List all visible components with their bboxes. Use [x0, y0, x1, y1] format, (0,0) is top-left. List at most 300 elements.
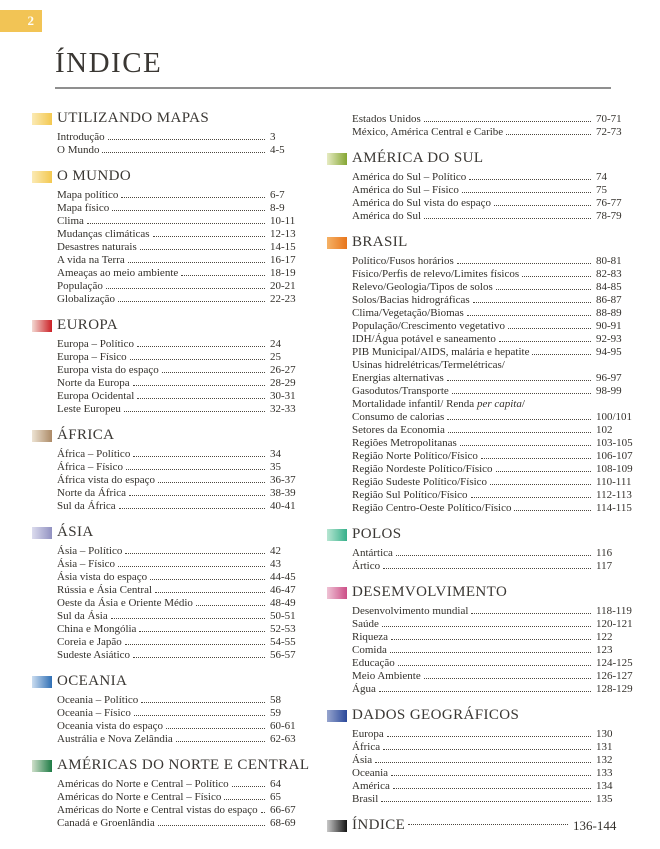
- toc-entry: [32, 545, 322, 558]
- toc-entry: [327, 437, 648, 450]
- section-items: [32, 545, 322, 662]
- entry-page-number: 120-121: [596, 618, 633, 630]
- section-color-swatch: [32, 430, 52, 442]
- entry-label: América: [352, 780, 390, 792]
- entry-page-number: 60-61: [270, 720, 296, 732]
- entry-page-number: 131: [596, 741, 613, 753]
- entry-label: Região Nordeste Político/Físico: [352, 463, 493, 475]
- leader-dots: [125, 553, 265, 554]
- leader-dots: [452, 393, 591, 394]
- toc-entry: [327, 670, 648, 683]
- toc-entry: [327, 372, 648, 385]
- section-items: [327, 605, 648, 696]
- leader-dots: [532, 354, 591, 355]
- entry-label: Austrália e Nova Zelândia: [57, 733, 173, 745]
- entry-label: Américas do Norte e Central vistas do espaço: [57, 804, 258, 816]
- entry-page-number: 70-71: [596, 113, 622, 125]
- entry-label: Usinas hidrelétricas/Termelétricas/: [352, 359, 505, 371]
- entry-label: Ártico: [352, 560, 381, 572]
- entry-page-number: 35: [270, 461, 281, 473]
- entry-page-number: 114-115: [596, 502, 632, 514]
- section-page-number: 136-144: [573, 817, 617, 833]
- entry-label: Gasodutos/Transporte: [352, 385, 449, 397]
- toc-entry: [327, 644, 648, 657]
- section-header: [32, 427, 322, 444]
- leader-dots: [424, 121, 591, 122]
- entry-page-number: 36-37: [270, 474, 296, 486]
- entry-label: Relevo/Geologia/Tipos de solos: [352, 281, 493, 293]
- toc-entry: [327, 767, 648, 780]
- toc-entry: [32, 267, 322, 280]
- entry-page-number: 103-105: [596, 437, 633, 449]
- leader-dots: [128, 262, 265, 263]
- entry-page-number: 59: [270, 707, 281, 719]
- toc-entry: [327, 631, 648, 644]
- leader-dots: [108, 139, 265, 140]
- toc-section: [327, 150, 648, 223]
- toc-entry: [32, 487, 322, 500]
- entry-page-number: 134: [596, 780, 613, 792]
- entry-page-number: 16-17: [270, 254, 296, 266]
- entry-page-number: 30-31: [270, 390, 296, 402]
- toc-entry: [327, 502, 648, 515]
- entry-label: Ásia vista do espaço: [57, 571, 148, 583]
- toc-entry: [327, 411, 648, 424]
- entry-page-number: 48-49: [270, 597, 296, 609]
- entry-page-number: 75: [596, 184, 607, 196]
- entry-label: Mortalidade infantil/ Renda per capita/: [352, 398, 525, 410]
- entry-page-number: 124-125: [596, 657, 633, 669]
- leader-dots: [124, 411, 265, 412]
- entry-label: Rússia e Ásia Central: [57, 584, 153, 596]
- section-heading: UTILIZANDO MAPAS: [57, 110, 210, 126]
- leader-dots: [158, 482, 265, 483]
- entry-page-number: 24: [270, 338, 281, 350]
- section-items: [32, 448, 322, 513]
- entry-label: Oceania – Físico: [57, 707, 131, 719]
- entry-label: Europa – Político: [57, 338, 134, 350]
- section-items: [32, 694, 322, 746]
- entry-label: Oceania vista do espaço: [57, 720, 163, 732]
- toc-entry: [327, 320, 648, 333]
- entry-label: Sul da Ásia: [57, 610, 108, 622]
- toc-entry: [32, 293, 322, 306]
- entry-label: Leste Europeu: [57, 403, 121, 415]
- entry-page-number: 46-47: [270, 584, 296, 596]
- leader-dots: [496, 471, 591, 472]
- entry-page-number: 132: [596, 754, 613, 766]
- entry-label: Consumo de calorias: [352, 411, 445, 423]
- section-header: [32, 757, 322, 774]
- entry-page-number: 116: [596, 547, 613, 559]
- entry-label: IDH/Água potável e saneamento: [352, 333, 496, 345]
- leader-dots: [176, 741, 265, 742]
- section-items: [327, 728, 648, 806]
- toc-section: [32, 427, 322, 513]
- toc-entry: [32, 461, 322, 474]
- entry-page-number: 110-111: [596, 476, 632, 488]
- entry-label: Norte da África: [57, 487, 127, 499]
- entry-label: A vida na Terra: [57, 254, 125, 266]
- entry-page-number: 118-119: [596, 605, 632, 617]
- leader-dots: [126, 469, 265, 470]
- leader-dots: [398, 665, 591, 666]
- section-color-swatch: [327, 820, 347, 832]
- toc-entry: [327, 398, 648, 411]
- entry-page-number: 88-89: [596, 307, 622, 319]
- leader-dots: [514, 510, 591, 511]
- leader-dots: [134, 715, 265, 716]
- toc-section: [32, 110, 322, 157]
- leader-dots: [118, 566, 265, 567]
- leader-dots: [506, 134, 591, 135]
- entry-label: Américas do Norte e Central – Político: [57, 778, 229, 790]
- title-rule: [55, 87, 611, 89]
- entry-label: Mudanças climáticas: [57, 228, 150, 240]
- entry-label: Regiões Metropolitanas: [352, 437, 457, 449]
- leader-dots: [448, 432, 591, 433]
- section-heading: DESEMVOLVIMENTO: [352, 584, 508, 600]
- entry-page-number: 90-91: [596, 320, 622, 332]
- toc-entry: [32, 707, 322, 720]
- section-header: [327, 817, 648, 834]
- toc-entry: [327, 793, 648, 806]
- leader-dots: [121, 197, 265, 198]
- toc-entry: [32, 351, 322, 364]
- section-color-swatch: [327, 237, 347, 249]
- entry-label: Solos/Bacias hidrográficas: [352, 294, 470, 306]
- section-heading: O MUNDO: [57, 168, 132, 184]
- toc-entry: [32, 610, 322, 623]
- entry-page-number: 100/101: [596, 411, 633, 423]
- entry-label: América do Sul: [352, 210, 422, 222]
- entry-page-number: 50-51: [270, 610, 296, 622]
- entry-label: Europa Ocidental: [57, 390, 135, 402]
- toc-section: [32, 673, 322, 746]
- entry-page-number: 122: [596, 631, 613, 643]
- toc-entry: [327, 210, 648, 223]
- entry-label: Oceania – Político: [57, 694, 139, 706]
- leader-dots: [408, 824, 568, 825]
- section-heading: OCEANIA: [57, 673, 128, 689]
- toc-entry: [32, 694, 322, 707]
- entry-label-italic: per capita: [476, 398, 522, 410]
- entry-label: Físico/Perfis de relevo/Limites físicos: [352, 268, 520, 280]
- entry-page-number: 86-87: [596, 294, 622, 306]
- entry-page-number: 117: [596, 560, 613, 572]
- leader-dots: [490, 484, 591, 485]
- toc-entry: [32, 500, 322, 513]
- entry-page-number: 14-15: [270, 241, 296, 253]
- entry-label: PIB Municipal/AIDS, malária e hepatite: [352, 346, 530, 358]
- leader-dots: [155, 592, 265, 593]
- toc-entry: [32, 649, 322, 662]
- entry-label: Mapa político: [57, 189, 119, 201]
- toc-entry: [32, 474, 322, 487]
- leader-dots: [224, 799, 265, 800]
- leader-dots: [133, 657, 265, 658]
- entry-label: Riqueza: [352, 631, 389, 643]
- toc-entry: [32, 791, 322, 804]
- entry-label: Clima/Vegetação/Biomas: [352, 307, 464, 319]
- entry-label: Canadá e Groenlândia: [57, 817, 155, 829]
- toc-entry: [32, 364, 322, 377]
- leader-dots: [130, 359, 265, 360]
- toc-entry: [32, 448, 322, 461]
- leader-dots: [447, 380, 591, 381]
- section-heading: ÁSIA: [57, 524, 94, 540]
- toc-entry: [327, 741, 648, 754]
- toc-section: [327, 584, 648, 696]
- leader-dots: [119, 508, 265, 509]
- entry-page-number: 96-97: [596, 372, 622, 384]
- toc-entry: [327, 281, 648, 294]
- section-header: [32, 110, 322, 127]
- entry-page-number: 102: [596, 424, 613, 436]
- entry-page-number: 108-109: [596, 463, 633, 475]
- entry-label: África vista do espaço: [57, 474, 156, 486]
- leader-dots: [153, 236, 265, 237]
- toc-entry: [32, 241, 322, 254]
- leader-dots: [390, 652, 591, 653]
- entry-label: Ameaças ao meio ambiente: [57, 267, 179, 279]
- toc-entry: [327, 657, 648, 670]
- leader-dots: [424, 218, 591, 219]
- leader-dots: [150, 579, 265, 580]
- entry-label: Oeste da Ásia e Oriente Médio: [57, 597, 193, 609]
- entry-page-number: 106-107: [596, 450, 633, 462]
- toc-entry: [327, 126, 648, 139]
- section-color-swatch: [32, 320, 52, 332]
- toc-entry: [32, 636, 322, 649]
- entry-page-number: 126-127: [596, 670, 633, 682]
- entry-page-number: 20-21: [270, 280, 296, 292]
- section-items: [32, 131, 322, 157]
- leader-dots: [111, 618, 265, 619]
- entry-label: Político/Fusos horários: [352, 255, 454, 267]
- leader-dots: [391, 639, 591, 640]
- section-color-swatch: [327, 710, 347, 722]
- entry-page-number: 80-81: [596, 255, 622, 267]
- leader-dots: [158, 825, 265, 826]
- leader-dots: [118, 301, 265, 302]
- entry-label: Educação: [352, 657, 395, 669]
- section-heading: ÁFRICA: [57, 427, 115, 443]
- entry-label: Ásia – Político: [57, 545, 123, 557]
- section-color-swatch: [32, 760, 52, 772]
- section-heading: BRASIL: [352, 234, 408, 250]
- page-title: ÍNDICE: [55, 47, 163, 79]
- entry-page-number: 68-69: [270, 817, 296, 829]
- toc-section: [327, 234, 648, 515]
- entry-label: China e Mongólia: [57, 623, 137, 635]
- section-heading: POLOS: [352, 526, 402, 542]
- entry-page-number: 133: [596, 767, 613, 779]
- section-header: [327, 584, 648, 601]
- toc-entry: [32, 377, 322, 390]
- entry-page-number: 25: [270, 351, 281, 363]
- toc-entry: [327, 476, 648, 489]
- toc-entry: [32, 778, 322, 791]
- leader-dots: [112, 210, 265, 211]
- entry-page-number: 34: [270, 448, 281, 460]
- leader-dots: [496, 289, 591, 290]
- entry-label: Estados Unidos: [352, 113, 421, 125]
- entry-page-number: 38-39: [270, 487, 296, 499]
- toc-entry: [327, 450, 648, 463]
- leader-dots: [196, 605, 265, 606]
- toc-entry: [327, 385, 648, 398]
- leader-dots: [522, 276, 591, 277]
- leader-dots: [162, 372, 265, 373]
- leader-dots: [473, 302, 591, 303]
- entry-page-number: 123: [596, 644, 613, 656]
- leader-dots: [396, 555, 591, 556]
- entry-page-number: 135: [596, 793, 613, 805]
- leader-dots: [379, 691, 591, 692]
- leader-dots: [383, 568, 591, 569]
- toc-entry: [32, 202, 322, 215]
- leader-dots: [382, 626, 591, 627]
- entry-page-number: 12-13: [270, 228, 296, 240]
- leader-dots: [166, 728, 265, 729]
- entry-page-number: 65: [270, 791, 281, 803]
- entry-page-number: 98-99: [596, 385, 622, 397]
- entry-label: Ásia: [352, 754, 373, 766]
- entry-label: Água: [352, 683, 376, 695]
- entry-page-number: 112-113: [596, 489, 632, 501]
- entry-label: Comida: [352, 644, 387, 656]
- entry-label: Europa: [352, 728, 384, 740]
- leader-dots: [87, 223, 265, 224]
- leader-dots: [181, 275, 265, 276]
- leader-dots: [261, 812, 265, 813]
- section-items: [327, 255, 648, 515]
- entry-page-number: 58: [270, 694, 281, 706]
- section-items: [327, 113, 648, 139]
- leader-dots: [462, 192, 591, 193]
- entry-label: Desastres naturais: [57, 241, 137, 253]
- entry-label: Ásia – Físico: [57, 558, 116, 570]
- entry-label: Sul da África: [57, 500, 116, 512]
- toc-entry: [32, 584, 322, 597]
- entry-label: Setores da Economia: [352, 424, 445, 436]
- toc-entry: [327, 754, 648, 767]
- leader-dots: [125, 644, 265, 645]
- toc-entry: [327, 780, 648, 793]
- toc-entry: [327, 683, 648, 696]
- toc-entry: [327, 333, 648, 346]
- entry-label: América do Sul vista do espaço: [352, 197, 491, 209]
- toc-entry: [32, 228, 322, 241]
- section-heading: AMÉRICAS DO NORTE E CENTRAL: [57, 757, 310, 773]
- toc-entry: [327, 113, 648, 126]
- entry-page-number: 18-19: [270, 267, 296, 279]
- entry-page-number: 94-95: [596, 346, 622, 358]
- toc-entry: [327, 547, 648, 560]
- toc-entry: [32, 403, 322, 416]
- entry-label: América do Sul – Político: [352, 171, 467, 183]
- toc-entry: [327, 197, 648, 210]
- leader-dots: [140, 249, 265, 250]
- toc-section: [32, 757, 322, 830]
- toc-column-right: [327, 99, 648, 838]
- entry-page-number: 28-29: [270, 377, 296, 389]
- toc-entry: [327, 560, 648, 573]
- leader-dots: [460, 445, 591, 446]
- toc-entry: [327, 424, 648, 437]
- entry-page-number: 3: [270, 131, 276, 143]
- entry-label: Europa vista do espaço: [57, 364, 159, 376]
- entry-page-number: 42: [270, 545, 281, 557]
- section-items: [32, 338, 322, 416]
- leader-dots: [494, 205, 591, 206]
- section-items: [327, 547, 648, 573]
- toc-section: [327, 707, 648, 806]
- entry-page-number: 64: [270, 778, 281, 790]
- entry-label: Brasil: [352, 793, 379, 805]
- entry-label: Oceania: [352, 767, 389, 779]
- leader-dots: [469, 179, 591, 180]
- entry-page-number: 128-129: [596, 683, 633, 695]
- toc-entry: [32, 338, 322, 351]
- entry-page-number: 10-11: [270, 215, 296, 227]
- toc-entry: [327, 463, 648, 476]
- leader-dots: [499, 341, 591, 342]
- page-number-badge: 2: [0, 10, 42, 32]
- toc-entry: [32, 597, 322, 610]
- entry-label: América do Sul – Físico: [352, 184, 459, 196]
- leader-dots: [141, 702, 265, 703]
- toc-entry: [32, 254, 322, 267]
- leader-dots: [137, 398, 265, 399]
- entry-page-number: 8-9: [270, 202, 285, 214]
- entry-label: Globalização: [57, 293, 116, 305]
- section-heading: ÍNDICE: [352, 817, 406, 833]
- section-color-swatch: [32, 113, 52, 125]
- entry-label: Clima: [57, 215, 84, 227]
- entry-label: Introdução: [57, 131, 105, 143]
- section-heading: AMÉRICA DO SUL: [352, 150, 484, 166]
- toc-entry: [327, 359, 648, 372]
- entry-label: Meio Ambiente: [352, 670, 421, 682]
- entry-page-number: 44-45: [270, 571, 296, 583]
- toc-entry: [327, 346, 648, 359]
- section-items: [327, 171, 648, 223]
- toc-entry: [32, 144, 322, 157]
- entry-page-number: 56-57: [270, 649, 296, 661]
- leader-dots: [383, 749, 591, 750]
- leader-dots: [457, 263, 591, 264]
- entry-page-number: 26-27: [270, 364, 296, 376]
- toc-entry: [32, 189, 322, 202]
- entry-label: Antártica: [352, 547, 393, 559]
- toc-column-left: [32, 99, 322, 830]
- entry-label: Norte da Europa: [57, 377, 130, 389]
- entry-label: México, América Central e Caribe: [352, 126, 504, 138]
- entry-page-number: 74: [596, 171, 607, 183]
- leader-dots: [447, 419, 591, 420]
- leader-dots: [137, 346, 265, 347]
- toc-entry: [32, 804, 322, 817]
- leader-dots: [129, 495, 265, 496]
- section-color-swatch: [32, 171, 52, 183]
- entry-label: Coreia e Japão: [57, 636, 122, 648]
- toc-page: [32, 46, 648, 838]
- leader-dots: [139, 631, 265, 632]
- toc-columns: [32, 99, 648, 838]
- leader-dots: [133, 456, 265, 457]
